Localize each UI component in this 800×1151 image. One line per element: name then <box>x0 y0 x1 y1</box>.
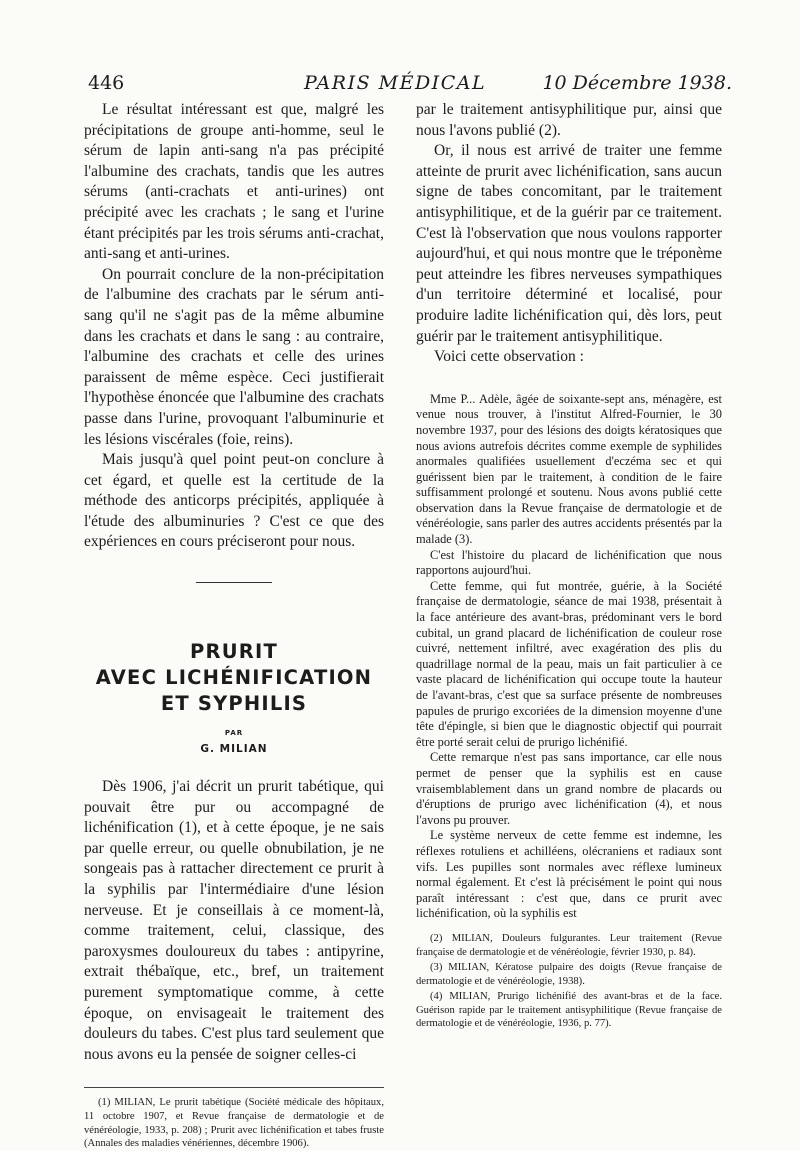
observation-paragraph: C'est l'histoire du placard de lichénification que nous rapportons aujourd'hui. <box>416 547 722 578</box>
article-title <box>84 639 384 717</box>
issue-date: 10 Décembre 1938. <box>542 72 732 94</box>
paragraph: On pourrait conclure de la non-précipitation de l'albumine des crachats par le sérum anti-sang qu'il ne s'agit pas de la même albumine dans les crachats et dans le sang : au contraire, l'albumine des crachats et celle des urines paraissent de même espèce. Ceci justifierait l'hypothèse énoncée que l'albumine des crachats passe dans l'urine, provoquant l'albuminurie et les lésions viscérales (foie, reins). <box>84 265 384 448</box>
observation-paragraph: Cette femme, qui fut montrée, guérie, à la Société française de dermatologie, séance de mai 1938, présentait à la face antérieure des avant-bras, prédominant vers le bord cubital, un grand placard de lichénification de couleur rose cuivré, nettement infiltré, avec exagération des plis du quadrillage normal de la peau, mais un fait particulier à ce vaste placard de lichénification qui occupe toute la hauteur de l'avant-bras, c'est que sa surface présente de nombreuses papules de prurigo excoriées de la dimension moyenne d'une tête d'épingle, si bien que le diagnostic objectif qui pourrait être porté serait celui de prurigo lichénifié. <box>416 578 722 749</box>
left-column <box>84 100 384 1151</box>
footnote: (3) MILIAN, Kératose pulpaire des doigts (Revue française de dermatologie et de vénéréologie, 1938). <box>416 962 722 987</box>
paragraph: Voici cette observation : <box>434 348 584 366</box>
observation-paragraph: Le système nerveux de cette femme est indemne, les réflexes rotuliens et achilléens, olécraniens et radiaux sont vifs. Les pupilles sont normales avec réflexe lumineux normal également. Et c'est là précisément le point qui nous paraît intéressant : c'est que, dans ce prurit avec lichénification, où la syphilis est <box>416 828 722 921</box>
page-number: 446 <box>88 72 125 94</box>
article-author: G. MILIAN <box>200 743 268 756</box>
section-divider <box>196 582 272 583</box>
footnote: (1) MILIAN, Le prurit tabétique (Société médicale des hôpitaux, 11 octobre 1907, et Revue française de dermatologie et de vénéréologie, 1933, p. 208) ; Prurit avec lichénification et tabes fruste (Annales des maladies vénériennes, décembre 1906). <box>84 1097 384 1150</box>
article-title-line: PRURIT <box>190 640 278 664</box>
paragraph: Or, il nous est arrivé de traiter une femme atteinte de prurit avec lichénification, sans aucun signe de tabes concomitant, par le traitement antisyphilitique, et de la guérir par ce traitement. C'est là l'observation que nous voulons rapporter aujourd'hui, et qui nous montre que le tréponème peut atteindre les fibres nerveuses sympathiques d'un territoire déterminé et localisé, pour produire ladite lichénification qui, dès lors, peut guérir par le traitement antisyphilitique. <box>416 142 722 345</box>
footnote-separator <box>84 1087 384 1088</box>
byline-par: PAR <box>224 729 244 738</box>
paragraph: Le résultat intéressant est que, malgré les précipitations de groupe anti-homme, seul le sérum de lapin anti-sang n'a pas précipité l'albumine des crachats, tandis que les autres sérums (anti-crachats et anti-urines) ont précipité avec les crachats ; le sang et l'urine étant précipités par les trois sérums anti-crachat, anti-sang et anti-urines. <box>84 101 384 263</box>
observation-paragraph: Cette remarque n'est pas sans importance, car elle nous permet de penser que la syphilis est en cause vraisemblablement dans un grand nombre de placards ou d'éruptions de prurigo avec lichénification (4), et nous l'avons pu prouver. <box>416 750 722 827</box>
paragraph: Mais jusqu'à quel point peut-on conclure à cet égard, et quelle est la certitude de la méthode des anticorps précipités, appliquée à l'étude des albuminuries ? C'est ce que des expériences en cours préciseront pour nous. <box>84 451 384 551</box>
observation-paragraph: Mme P... Adèle, âgée de soixante-sept ans, ménagère, est venue nous trouver, à l'institut Alfred-Fournier, le 30 novembre 1937, pour des lésions des doigts kératosiques que nous avions autrefois décrites comme exemple de syphilides anormales qualifiées usuellement d'eczéma sec et qui guérissent bien par le traitement, à condition de le faire suffisamment prolongé et soutenu. Nous avons publié cette observation dans la Revue française de dermatologie et de vénéréologie, sans parler des autres accidents présentés par la malade (3). <box>416 391 722 547</box>
journal-title: PARIS MÉDICAL <box>304 72 487 94</box>
right-column <box>416 100 722 1031</box>
article-paragraph: Dès 1906, j'ai décrit un prurit tabétique, qui pouvait être pur ou accompagné de lichénification (1), et à cette époque, je ne sais par quelle erreur, ou quelle obnubilation, je ne songeais pas à rattacher directement ce prurit à la syphilis par l'intermédiaire d'une lésion nerveuse. Et je conseillais à ce moment-là, comme traitement, celui, classique, des paroxysmes douloureux du tabes : antipyrine, extrait thébaïque, etc., bref, un traitement purement symptomatique comme, à cette époque, on envisageait le traitement des douleurs du tabes. C'est plus tard seulement que nous avons eu la pensée de soigner celles-ci <box>84 778 384 1063</box>
footnote: (4) MILIAN, Prurigo lichénifié des avant-bras et de la face. Guérison rapide par le traitement antisyphilitique (Revue française de dermatologie et de vénéréologie, 1936, p. 77). <box>416 991 722 1030</box>
article-title-line: ET SYPHILIS <box>160 692 308 716</box>
paragraph: par le traitement antisyphilitique pur, ainsi que nous l'avons publié (2). <box>416 101 722 139</box>
article-title-line: AVEC LICHÉNIFICATION <box>95 666 373 690</box>
footnote: (2) MILIAN, Douleurs fulgurantes. Leur traitement (Revue française de dermatologie et de vénéréologie, février 1930, p. 84). <box>416 932 722 958</box>
